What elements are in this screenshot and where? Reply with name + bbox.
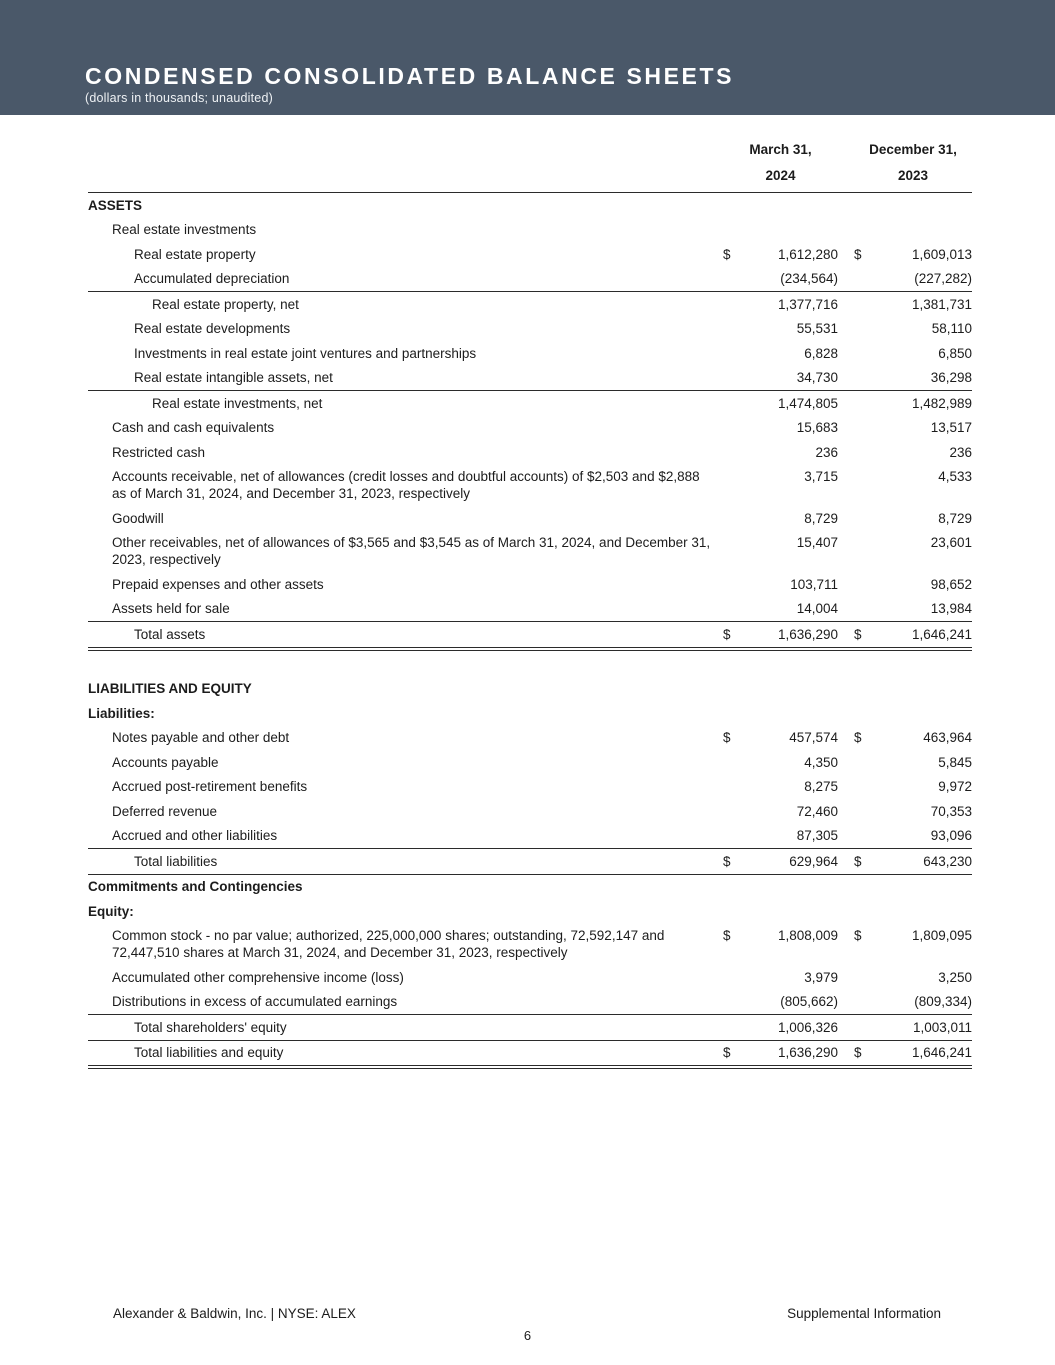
currency-symbol-current (723, 969, 743, 986)
value-current: 55,531 (796, 321, 838, 336)
column-gap (838, 778, 854, 795)
currency-symbol-prior (854, 705, 872, 722)
table-row (88, 193, 972, 218)
column-gap (838, 705, 854, 722)
column-gap (838, 419, 854, 436)
column-gap (838, 246, 854, 263)
row-label: Accumulated other comprehensive income (loss) (112, 969, 404, 985)
table-row (88, 750, 972, 775)
value-prior: 1,381,731 (911, 296, 972, 312)
column-gap (838, 827, 854, 844)
value-prior (872, 680, 972, 697)
value-prior: 4,533 (938, 469, 972, 484)
value-current: 6,828 (804, 345, 838, 361)
value-prior (872, 197, 972, 214)
column-gap (838, 270, 854, 287)
footer-doc-type: Supplemental Information (787, 1306, 941, 1321)
currency-symbol-prior (854, 754, 872, 771)
currency-symbol-current (723, 395, 743, 412)
row-label: Distributions in excess of accumulated earnings (112, 994, 398, 1009)
table-row (88, 366, 972, 391)
value-current: 629,964 (789, 853, 838, 869)
currency-symbol-prior: $ (854, 853, 862, 869)
footer-company: Alexander & Baldwin, Inc. | NYSE: ALEX (113, 1306, 356, 1321)
value-prior: (809,334) (914, 994, 972, 1009)
table-row (88, 267, 972, 292)
column-header-year: 2023 (897, 168, 929, 183)
table-row (88, 572, 972, 597)
table-row (88, 775, 972, 800)
table-row (88, 924, 972, 966)
column-gap (838, 969, 854, 986)
table-row (88, 465, 972, 507)
value-prior: 1,482,989 (911, 395, 972, 411)
value-current: 14,004 (796, 601, 838, 616)
value-current: 15,683 (796, 420, 838, 435)
currency-symbol-current (723, 1019, 743, 1036)
value-prior: 70,353 (930, 803, 972, 819)
row-label: Real estate property (134, 246, 256, 262)
value-current: (234,564) (780, 271, 838, 286)
value-current: 15,407 (796, 535, 838, 550)
currency-symbol-current (723, 576, 743, 593)
value-current: 1,636,290 (777, 1045, 838, 1060)
value-prior: 36,298 (930, 370, 972, 385)
row-label: Real estate investments (112, 222, 257, 237)
table-row (88, 824, 972, 849)
value-current: 87,305 (796, 828, 838, 843)
row-label: Accumulated depreciation (134, 271, 290, 286)
currency-symbol-current (723, 197, 743, 214)
currency-symbol-current (723, 778, 743, 795)
table-row (88, 341, 972, 366)
currency-symbol-current (723, 444, 743, 461)
row-label: Total assets (134, 626, 206, 642)
currency-symbol-prior (854, 468, 872, 502)
table-row (88, 621, 972, 651)
currency-symbol-prior (854, 320, 872, 337)
value-current (743, 680, 838, 697)
currency-symbol-prior (854, 903, 872, 920)
column-header-date: December 31, (869, 142, 957, 157)
value-prior (872, 903, 972, 920)
value-prior: 1,646,241 (911, 626, 972, 642)
currency-symbol-current (723, 296, 743, 313)
value-current (743, 903, 838, 920)
value-current: 103,711 (790, 576, 838, 592)
column-gap (838, 221, 854, 238)
value-prior: 643,230 (923, 853, 972, 869)
value-prior: 1,646,241 (911, 1045, 972, 1060)
row-label: Commitments and Contingencies (88, 879, 303, 894)
column-gap (838, 903, 854, 920)
column-gap (838, 197, 854, 214)
value-current: 1,808,009 (777, 928, 838, 943)
column-gap (838, 927, 854, 961)
row-label: Common stock - no par value; authorized, 225,000,000 shares; outstanding, 72,592,147 and 72,447,510 shares at March 31, 2024, and December 31, 2023, respectively (112, 928, 665, 960)
value-current: 1,612,280 (777, 246, 838, 262)
currency-symbol-current (723, 369, 743, 386)
row-label: Deferred revenue (112, 803, 218, 819)
column-header-year: 2024 (765, 168, 796, 183)
table-row (88, 899, 972, 924)
table-row (88, 440, 972, 465)
value-current: 1,377,716 (777, 296, 838, 312)
value-prior: 1,809,095 (911, 928, 972, 943)
currency-symbol-prior (854, 270, 872, 287)
currency-symbol-prior (854, 993, 872, 1010)
report-header (0, 0, 1055, 115)
currency-symbol-current (723, 600, 743, 617)
table-row (88, 990, 972, 1015)
currency-symbol-prior (854, 221, 872, 238)
value-prior (872, 221, 972, 238)
currency-symbol-current: $ (723, 928, 731, 943)
column-gap (838, 853, 854, 870)
value-current: 236 (815, 444, 838, 460)
value-prior: 23,601 (930, 535, 972, 550)
currency-symbol-current (723, 680, 743, 697)
currency-symbol-prior: $ (854, 1045, 862, 1060)
value-current (743, 878, 838, 895)
currency-symbol-current (723, 705, 743, 722)
row-label: Total liabilities and equity (134, 1045, 284, 1060)
value-prior: 13,984 (930, 601, 972, 616)
row-label: Real estate intangible assets, net (134, 370, 333, 385)
currency-symbol-prior (854, 680, 872, 697)
column-header-date: March 31, (749, 142, 812, 157)
row-label: Accrued post-retirement benefits (112, 779, 308, 794)
currency-symbol-current (723, 993, 743, 1010)
currency-symbol-prior: $ (854, 928, 862, 943)
currency-symbol-current (723, 534, 743, 568)
column-header-prior-period (854, 141, 972, 184)
value-current: (805,662) (780, 994, 838, 1009)
currency-symbol-current: $ (723, 1045, 731, 1060)
currency-symbol-prior (854, 197, 872, 214)
value-prior (872, 878, 972, 895)
column-gap (838, 468, 854, 502)
currency-symbol-prior (854, 296, 872, 313)
currency-symbol-current (723, 878, 743, 895)
currency-symbol-current (723, 803, 743, 820)
currency-symbol-current (723, 320, 743, 337)
value-current (743, 197, 838, 214)
currency-symbol-current: $ (723, 246, 731, 262)
column-gap (838, 878, 854, 895)
value-current: 8,275 (804, 779, 838, 794)
column-gap (838, 1019, 854, 1036)
currency-symbol-current: $ (723, 853, 731, 869)
table-row (88, 531, 972, 573)
row-label: Liabilities: (88, 705, 155, 721)
table-row (88, 1040, 972, 1070)
column-gap (838, 576, 854, 593)
value-current (743, 705, 838, 722)
table-row (88, 799, 972, 824)
table-row (88, 317, 972, 342)
table-row (88, 218, 972, 243)
value-prior: 236 (949, 444, 972, 460)
column-gap (838, 754, 854, 771)
column-gap (838, 803, 854, 820)
value-prior: 1,609,013 (911, 246, 972, 262)
currency-symbol-prior (854, 878, 872, 895)
row-label: Prepaid expenses and other assets (112, 576, 324, 592)
column-gap (838, 534, 854, 568)
value-prior: 6,850 (938, 345, 972, 361)
value-prior: 13,517 (930, 420, 972, 435)
table-row (88, 875, 972, 900)
table-row (88, 1014, 972, 1040)
table-row (88, 416, 972, 441)
value-current: 457,574 (789, 730, 838, 745)
table-row (88, 701, 972, 726)
table-row (88, 242, 972, 267)
currency-symbol-current (723, 754, 743, 771)
value-prior: 3,250 (938, 969, 972, 985)
column-gap (838, 600, 854, 617)
currency-symbol-current (723, 221, 743, 238)
currency-symbol-prior (854, 534, 872, 568)
balance-sheet (88, 115, 972, 1069)
value-prior: (227,282) (914, 271, 972, 286)
table-row (88, 291, 972, 317)
value-prior: 1,003,011 (912, 1019, 972, 1035)
currency-symbol-prior (854, 510, 872, 527)
column-gap (838, 320, 854, 337)
column-header-current-period (723, 141, 838, 184)
row-label: Restricted cash (112, 444, 206, 460)
table-row (88, 726, 972, 751)
table-row (88, 848, 972, 875)
value-prior: 58,110 (931, 321, 972, 336)
currency-symbol-prior (854, 576, 872, 593)
table-row (88, 597, 972, 622)
row-label: Real estate property, net (152, 296, 299, 312)
value-prior: 9,972 (938, 779, 972, 794)
row-label: LIABILITIES AND EQUITY (88, 681, 252, 696)
column-gap (838, 345, 854, 362)
page-footer (0, 1306, 1055, 1343)
value-current: 8,729 (804, 510, 838, 526)
currency-symbol-prior (854, 778, 872, 795)
currency-symbol-current (723, 468, 743, 502)
currency-symbol-current (723, 419, 743, 436)
value-current: 72,460 (796, 803, 838, 819)
value-prior: 463,964 (923, 730, 972, 745)
currency-symbol-current (723, 345, 743, 362)
column-headers (88, 115, 972, 193)
currency-symbol-prior (854, 1019, 872, 1036)
column-gap (838, 296, 854, 313)
column-gap (838, 993, 854, 1010)
value-current: 1,636,290 (777, 626, 838, 642)
currency-symbol-prior (854, 345, 872, 362)
column-gap (838, 680, 854, 697)
value-current: 1,474,805 (777, 395, 838, 411)
currency-symbol-prior: $ (854, 730, 862, 745)
page-number: 6 (523, 1328, 532, 1343)
column-gap (838, 395, 854, 412)
value-prior: 8,729 (938, 510, 972, 526)
currency-symbol-current (723, 827, 743, 844)
row-label: Notes payable and other debt (112, 730, 290, 745)
table-body (88, 193, 972, 1069)
row-label: Goodwill (112, 510, 164, 526)
report-subtitle: (dollars in thousands; unaudited) (85, 91, 273, 105)
row-label: Assets held for sale (112, 601, 230, 616)
row-label: Investments in real estate joint ventures and partnerships (134, 345, 477, 361)
table-row (88, 965, 972, 990)
currency-symbol-current: $ (723, 626, 731, 642)
row-label: Total liabilities (134, 853, 218, 869)
value-prior: 5,845 (938, 754, 972, 770)
currency-symbol-current: $ (723, 730, 731, 745)
column-gap (838, 510, 854, 527)
currency-symbol-current (723, 510, 743, 527)
value-current: 3,715 (804, 469, 838, 484)
value-prior: 98,652 (930, 576, 972, 592)
row-label: Real estate developments (134, 321, 291, 336)
column-gap (838, 729, 854, 746)
currency-symbol-prior (854, 600, 872, 617)
currency-symbol-prior (854, 369, 872, 386)
currency-symbol-prior: $ (854, 626, 862, 642)
value-current (743, 221, 838, 238)
value-prior: 93,096 (930, 828, 972, 843)
row-label: ASSETS (88, 197, 143, 213)
currency-symbol-current (723, 270, 743, 287)
value-current: 4,350 (804, 754, 838, 770)
row-label: Accrued and other liabilities (112, 828, 278, 843)
table-row (88, 677, 972, 702)
currency-symbol-prior (854, 419, 872, 436)
table-row (88, 506, 972, 531)
value-prior (872, 705, 972, 722)
row-label: Equity: (88, 903, 134, 919)
column-gap (838, 444, 854, 461)
row-label: Accounts payable (112, 754, 219, 770)
row-label: Cash and cash equivalents (112, 420, 275, 435)
column-gap (838, 1044, 854, 1061)
row-label: Real estate investments, net (152, 395, 323, 411)
footer-line (0, 1306, 1055, 1321)
row-label: Other receivables, net of allowances of $3,565 and $3,545 as of March 31, 2024, and December 31, 2023, respectively (112, 535, 711, 567)
row-label: Accounts receivable, net of allowances (credit losses and doubtful accounts) of $2,503 and $2,888 as of March 31, 2024, and December 31, 2023, respectively (112, 469, 700, 501)
row-label: Total shareholders' equity (134, 1019, 287, 1035)
currency-symbol-prior (854, 803, 872, 820)
currency-symbol-prior: $ (854, 246, 862, 262)
currency-symbol-prior (854, 395, 872, 412)
column-gap (838, 369, 854, 386)
currency-symbol-prior (854, 827, 872, 844)
currency-symbol-prior (854, 969, 872, 986)
value-current: 3,979 (804, 969, 838, 985)
value-current: 1,006,326 (777, 1019, 838, 1035)
value-current: 34,730 (796, 370, 838, 385)
column-gap (838, 626, 854, 643)
currency-symbol-prior (854, 444, 872, 461)
report-title: CONDENSED CONSOLIDATED BALANCE SHEETS (85, 63, 735, 89)
table-row (88, 390, 972, 416)
currency-symbol-current (723, 903, 743, 920)
